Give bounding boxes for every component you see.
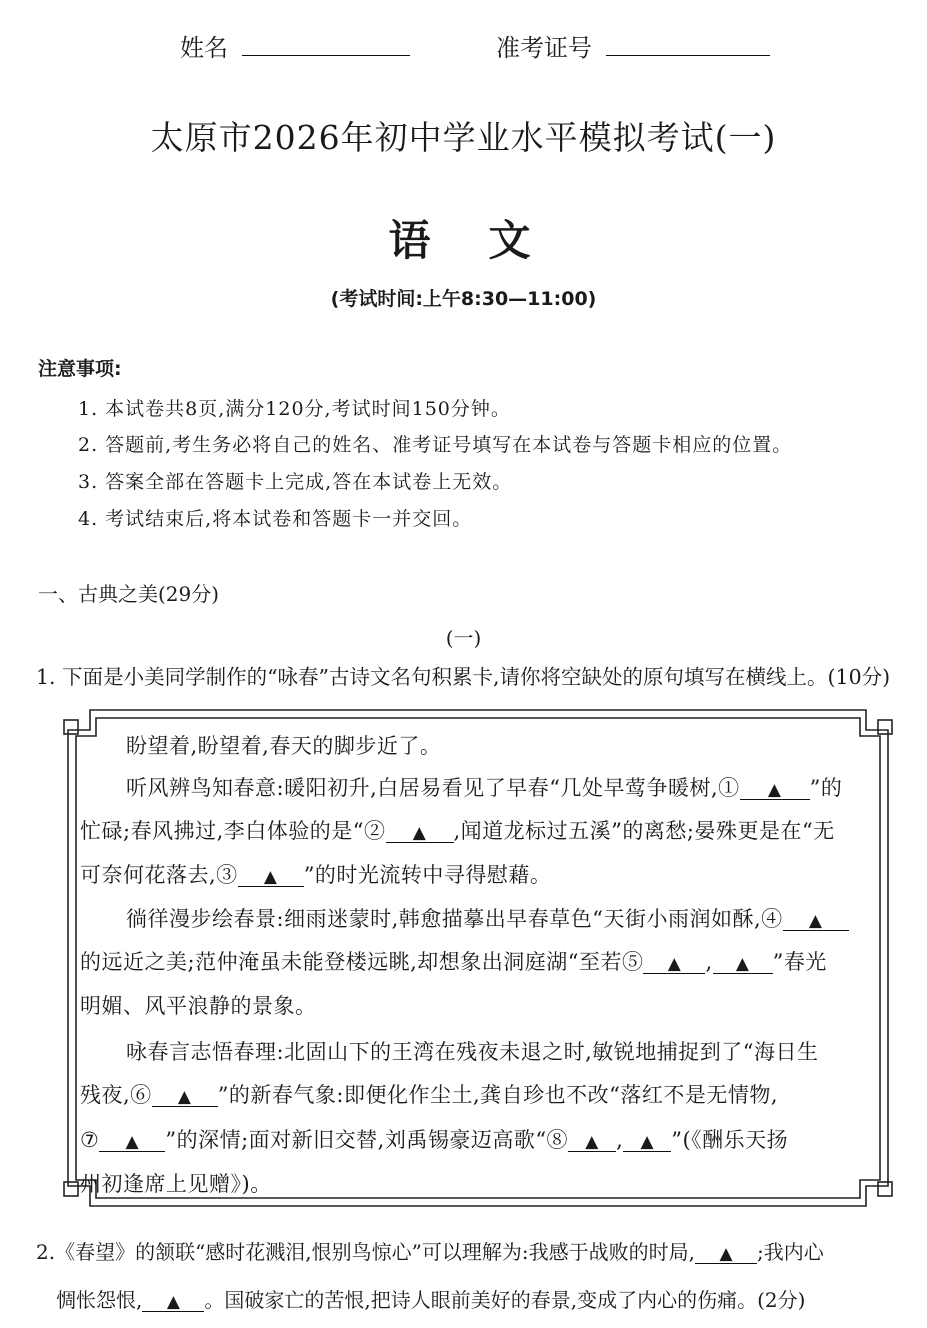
notice-item: 1. 本试卷共8页,满分120分,考试时间150分钟。 bbox=[78, 398, 511, 420]
question-1-stem: 1. 下面是小美同学制作的“咏春”古诗文名句积累卡,请你将空缺处的原句填写在横线上。(10分) bbox=[36, 665, 891, 689]
answer-blank-4[interactable]: ▲ bbox=[783, 913, 849, 931]
answer-blank-5b[interactable]: ▲ bbox=[713, 956, 773, 974]
notice-item: 3. 答案全部在答题卡上完成,答在本试卷上无效。 bbox=[78, 471, 513, 493]
answer-blank-6[interactable]: ▲ bbox=[152, 1089, 218, 1107]
card-line: 的远近之美;范仲淹虽未能登楼远眺,却想象出洞庭湖“至若⑤ ▲ , ▲ ”春光 bbox=[80, 950, 827, 974]
name-blank[interactable] bbox=[242, 55, 410, 56]
answer-blank-q2b[interactable]: ▲ bbox=[142, 1294, 204, 1312]
exam-id-blank[interactable] bbox=[606, 55, 770, 56]
card-line: 可奈何花落去,③ ▲ ”的时光流转中寻得慰藉。 bbox=[80, 863, 552, 887]
section-subtitle: (一) bbox=[445, 626, 482, 650]
answer-blank-2[interactable]: ▲ bbox=[386, 825, 454, 843]
notice-item: 2. 答题前,考生务必将自己的姓名、准考证号填写在本试卷与答题卡相应的位置。 bbox=[78, 434, 793, 456]
card-line: 盼望着,盼望着,春天的脚步近了。 bbox=[126, 734, 442, 758]
name-field bbox=[180, 28, 410, 63]
section-title: 一、古典之美(29分) bbox=[38, 582, 220, 606]
card-line: 徜徉漫步绘春景:细雨迷蒙时,韩愈描摹出早春草色“天街小雨润如酥,④ ▲ bbox=[126, 903, 849, 933]
notice-item: 4. 考试结束后,将本试卷和答题卡一并交回。 bbox=[78, 508, 473, 530]
subject-title: 语 文 bbox=[388, 216, 539, 265]
answer-blank-1[interactable]: ▲ bbox=[740, 782, 810, 800]
exam-title: 太原市2026年初中学业水平模拟考试(一) bbox=[150, 118, 777, 157]
exam-id-label: 准考证号 bbox=[496, 34, 592, 62]
answer-blank-7[interactable]: ▲ bbox=[99, 1134, 165, 1152]
name-label: 姓名 bbox=[180, 34, 228, 62]
answer-blank-8b[interactable]: ▲ bbox=[623, 1134, 671, 1152]
card-line: ⑦ ▲ ”的深情;面对新旧交替,刘禹锡豪迈高歌“⑧ ▲ , ▲ ”(《酬乐天扬 bbox=[80, 1128, 789, 1152]
notice-heading: 注意事项: bbox=[38, 358, 122, 380]
card-line: 残夜,⑥ ▲ ”的新春气象:即便化作尘土,龚自珍也不改“落红不是无情物, bbox=[80, 1083, 779, 1107]
answer-blank-q2a[interactable]: ▲ bbox=[695, 1246, 757, 1264]
card-line: 听风辨鸟知春意:暖阳初升,白居易看见了早春“几处早莺争暖树,① ▲ ”的 bbox=[126, 776, 843, 800]
card-line: 州初逢席上见赠》)。 bbox=[80, 1172, 272, 1196]
question-2-line: 2.《春望》的颔联“感时花溅泪,恨别鸟惊心”可以理解为:我感于战败的时局, ▲ ;我内心 bbox=[36, 1240, 824, 1264]
card-line: 咏春言志悟春理:北固山下的王湾在残夜未退之时,敏锐地捕捉到了“海日生 bbox=[126, 1040, 819, 1064]
answer-blank-3[interactable]: ▲ bbox=[238, 869, 304, 887]
exam-id-field bbox=[496, 28, 770, 63]
answer-blank-5a[interactable]: ▲ bbox=[643, 956, 705, 974]
answer-blank-8a[interactable]: ▲ bbox=[568, 1134, 616, 1152]
exam-time: (考试时间:上午8:30—11:00) bbox=[330, 288, 597, 310]
card-line: 忙碌;春风拂过,李白体验的是“② ▲ ,闻道龙标过五溪”的离愁;晏殊更是在“无 bbox=[80, 819, 835, 843]
card-line: 明媚、风平浪静的景象。 bbox=[80, 994, 317, 1018]
question-2-line: 惆怅怨恨, ▲ 。国破家亡的苦恨,把诗人眼前美好的春景,变成了内心的伤痛。(2分) bbox=[56, 1288, 806, 1312]
